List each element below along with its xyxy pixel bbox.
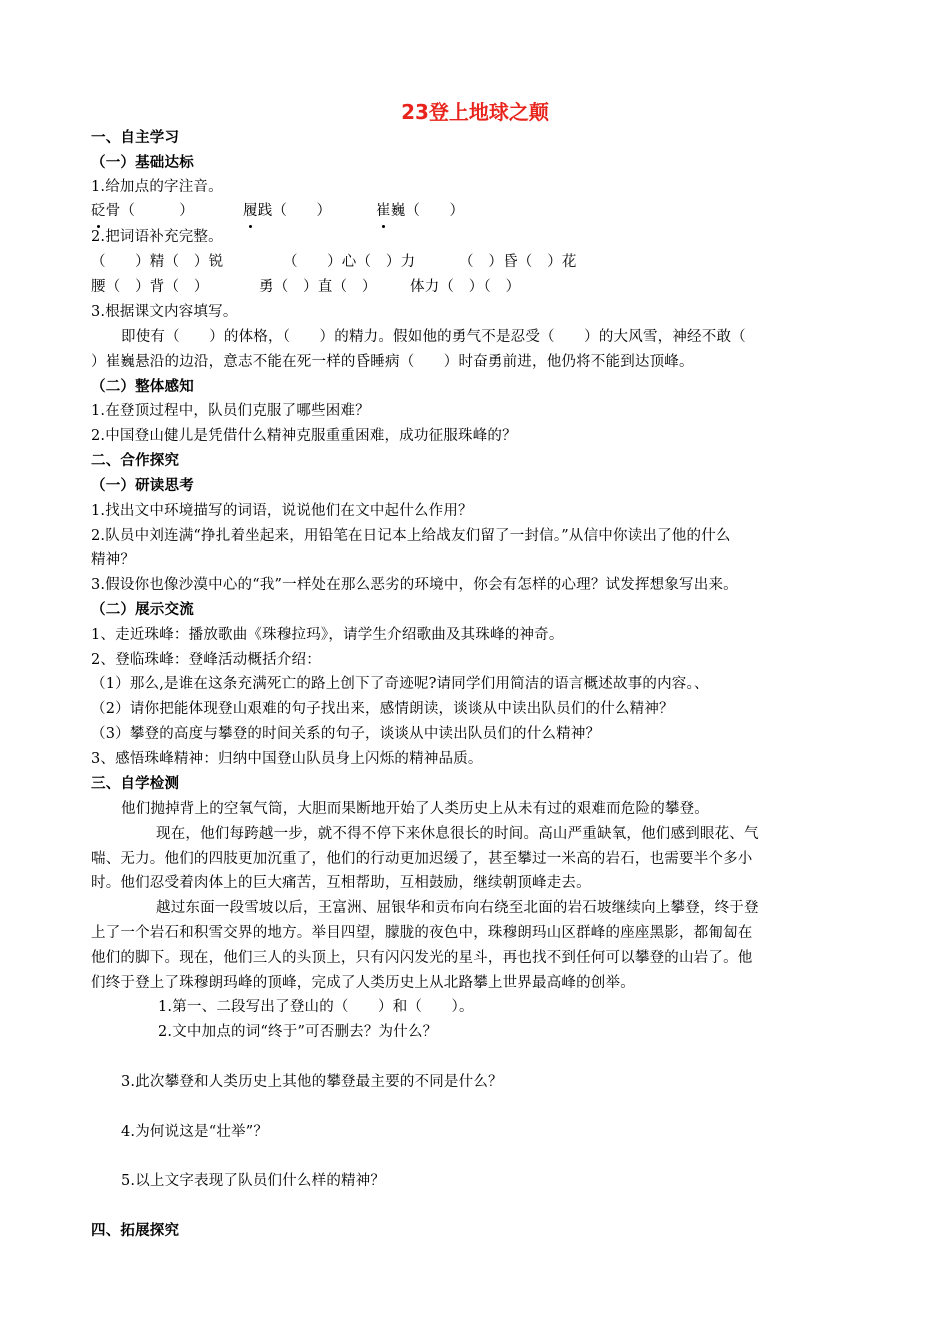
study-q1: 1.找出文中环境描写的词语，说说他们在文中起什么作用？	[91, 503, 473, 519]
reading-para-3-line-1: 越过东面一段雪坡以后，王富洲、屈银华和贡布向右绕至北面的岩石坡继续向上攀登，终于登	[156, 900, 759, 916]
word-fill-item: （ ）精（ ）锐	[91, 254, 224, 270]
reading-para-2-line-3: 时。他们忍受着肉体上的巨大痛苦，互相帮助，互相鼓励，继续朝顶峰走去。	[91, 875, 591, 891]
section-3-heading: 三、自学检测	[91, 776, 180, 792]
exchange-item-2: 2、登临珠峰：登峰活动概括介绍：	[91, 652, 321, 668]
exchange-sub-1: （1）那么,是谁在这条充满死亡的路上创下了奇迹呢?请同学们用简洁的语言概述故事的内容。、	[91, 676, 709, 692]
question-3: 3.根据课文内容填写。	[91, 304, 238, 320]
subsection-exchange-heading: （二）展示交流	[91, 602, 194, 618]
section-2-heading: 二、合作探究	[91, 453, 180, 469]
perception-q2: 2.中国登山健儿是凭借什么精神克服重重困难，成功征服珠峰的？	[91, 428, 517, 444]
dotted-char: 砭	[91, 200, 106, 222]
pinyin-item-1: 砭骨（ ）	[91, 200, 243, 222]
perception-q1: 1.在登顶过程中，队员们克服了哪些困难？	[91, 403, 370, 419]
word-fill-row-1	[91, 251, 577, 273]
test-q2: 2.文中加点的词“终于”可否删去？为什么？	[158, 1024, 438, 1040]
word-fill-item: （ ）昏（ ）花	[459, 254, 577, 270]
word-fill-item: （ ）心（ ）力	[283, 254, 416, 270]
dotted-char: 崔	[376, 200, 391, 222]
word-fill-item: 体力（ ）（ ）	[410, 279, 521, 295]
section-1-heading: 一、自主学习	[91, 130, 180, 146]
pinyin-item-3: 崔巍（ ）	[376, 200, 464, 222]
subsection-study-heading: （一）研读思考	[91, 478, 194, 494]
reading-para-2-line-2: 喘、无力。他们的四肢更加沉重了，他们的行动更加迟缓了，甚至攀过一米高的岩石，也需要半个多小	[91, 851, 753, 867]
study-q3: 3.假设你也像沙漠中心的“我”一样处在那么恶劣的环境中，你会有怎样的心理？试发挥想象写出来。	[91, 577, 738, 593]
question-1: 1.给加点的字注音。	[91, 179, 223, 195]
dotted-char: 履	[243, 200, 258, 222]
reading-para-2-line-1: 现在，他们每跨越一步，就不得不停下来休息很长的时间。高山严重缺氧，他们感到眼花、气	[156, 826, 759, 842]
pinyin-row	[91, 200, 464, 222]
test-q5: 5.以上文字表现了队员们什么样的精神？	[121, 1173, 386, 1189]
test-q1: 1.第一、二段写出了登山的（ ）和（ ）。	[158, 999, 474, 1015]
fill-text-line-2: ）崔巍悬沿的边沿，意志不能在死一样的昏睡病（ ）时奋勇前进，他仍将不能到达顶峰。	[91, 354, 694, 370]
question-2: 2.把词语补充完整。	[91, 229, 223, 245]
pinyin-item-2: 履践（ ）	[243, 200, 376, 222]
exchange-item-1: 1、走近珠峰：播放歌曲《珠穆拉玛》，请学生介绍歌曲及其珠峰的神奇。	[91, 627, 564, 643]
subsection-overall-heading: （二）整体感知	[91, 379, 194, 395]
exchange-sub-2: （2）请你把能体现登山艰难的句子找出来，感情朗读，谈谈从中读出队员们的什么精神？	[91, 701, 674, 717]
reading-para-3-line-2: 上了一个岩石和积雪交界的地方。举目四望，朦胧的夜色中，珠穆朗玛山区群峰的座座黑影，都匍匐在	[91, 925, 753, 941]
study-q2-cont: 精神？	[91, 552, 136, 568]
study-q2: 2.队员中刘连满“挣扎着坐起来，用铅笔在日记本上给战友们留了一封信。”从信中你读出了他的什么	[91, 528, 731, 544]
word-fill-row-2	[91, 276, 520, 298]
test-q4: 4.为何说这是“壮举”？	[121, 1124, 269, 1140]
word-fill-item: 勇（ ）直（ ）	[259, 279, 377, 295]
reading-para-1: 他们抛掉背上的空氧气筒，大胆而果断地开始了人类历史上从未有过的艰难而危险的攀登。	[121, 801, 709, 817]
fill-text-line-1: 即使有（ ）的体格，（ ）的精力。假如他的勇气不是忍受（ ）的大风雪，神经不敢（	[121, 329, 746, 345]
reading-para-3-line-4: 们终于登上了珠穆朗玛峰的顶峰，完成了人类历史上从北路攀上世界最高峰的创举。	[91, 975, 635, 991]
exchange-sub-3: （3）攀登的高度与攀登的时间关系的句子，谈谈从中读出队员们的什么精神？	[91, 726, 601, 742]
test-q3: 3.此次攀登和人类历史上其他的攀登最主要的不同是什么？	[121, 1074, 503, 1090]
reading-para-3-line-3: 他们的脚下。现在，他们三人的头顶上，只有闪闪发光的星斗，再也找不到任何可以攀登的山岩了。他	[91, 950, 753, 966]
word-fill-item: 腰（ ）背（ ）	[91, 279, 209, 295]
subsection-basic-heading: （一）基础达标	[91, 155, 194, 171]
page-title: 23登上地球之颠	[401, 100, 549, 124]
exchange-item-3: 3、感悟珠峰精神：归纳中国登山队员身上闪烁的精神品质。	[91, 751, 483, 767]
section-4-heading: 四、拓展探究	[91, 1223, 180, 1239]
